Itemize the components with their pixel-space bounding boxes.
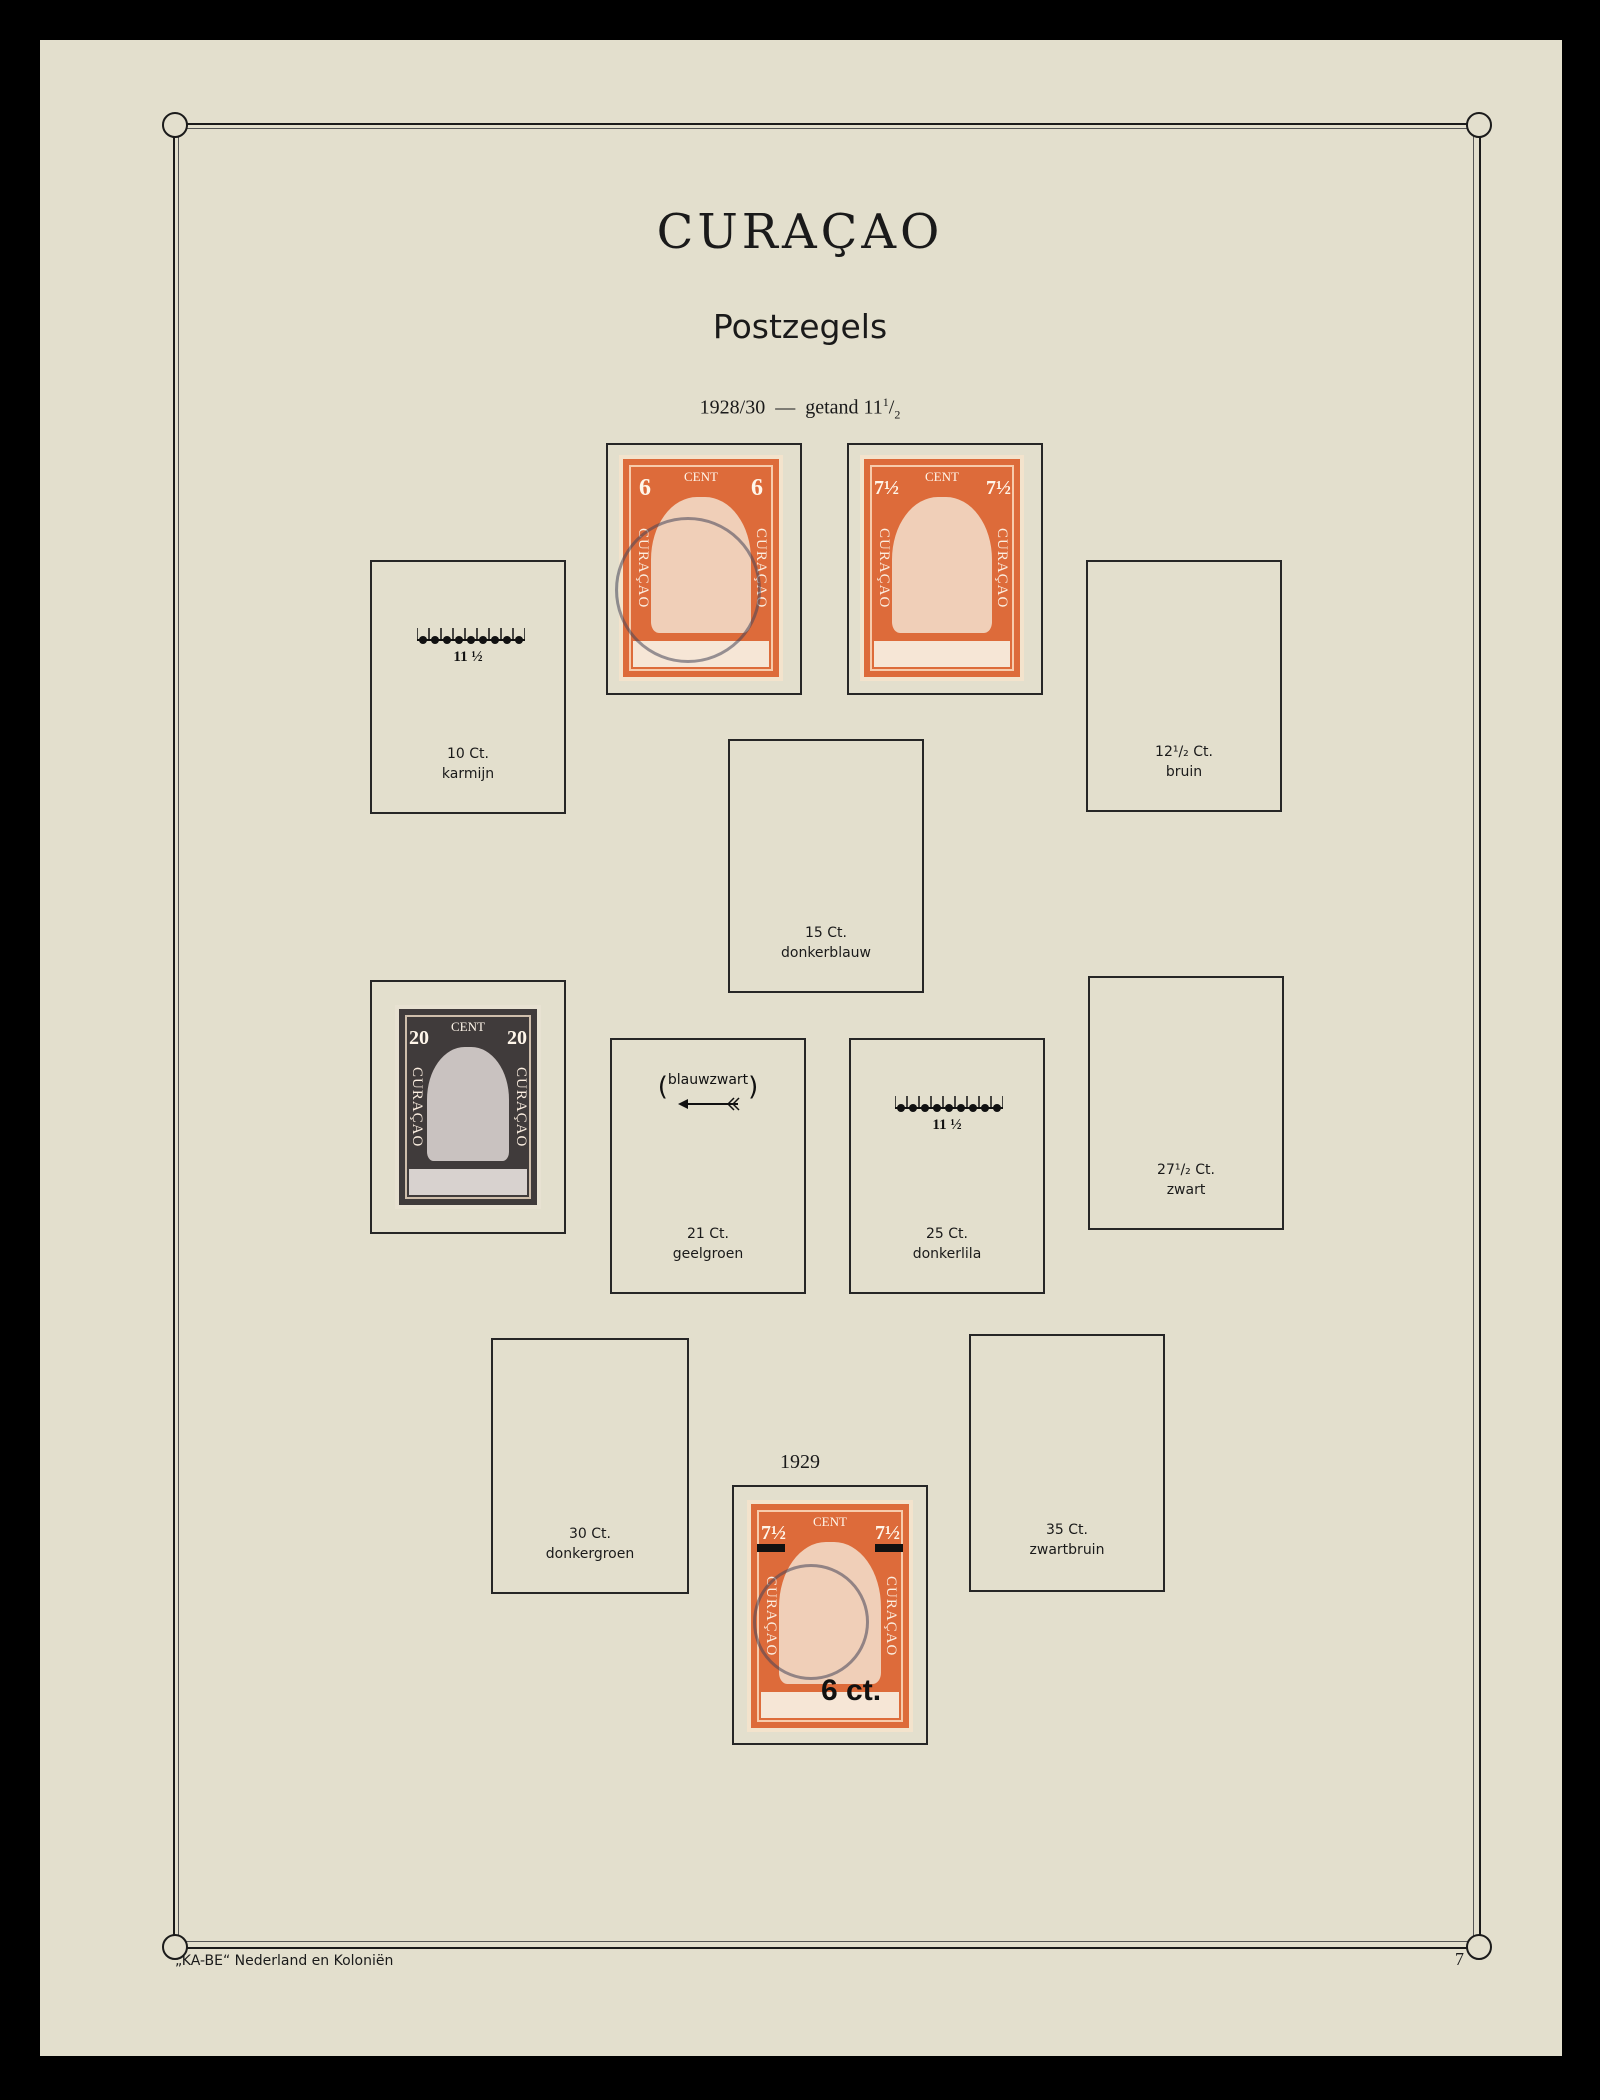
section-perf-text: getand 11 (805, 396, 883, 419)
stamp-20-cent[interactable] (395, 1005, 541, 1209)
ship-vignette (409, 1169, 527, 1195)
stamp-slot-10 (370, 560, 566, 814)
stamp-country-right: CURAÇAO (513, 1066, 529, 1148)
stamp-value-right: 20 (507, 1027, 527, 1049)
slot-value: 35 Ct. (1046, 1522, 1088, 1538)
section-heading-1929: 1929 (780, 1451, 820, 1473)
stamp-1929-overprint[interactable] (747, 1500, 913, 1732)
section-perf-sup: 1 (882, 395, 889, 409)
overprint-value: 6 ct. (821, 1674, 882, 1707)
perforation-label: 11 ½ (453, 649, 483, 665)
stamp-country-left: CURAÇAO (876, 527, 892, 609)
overprint-bar-right (875, 1544, 903, 1552)
perforation-gauge-icon (895, 1094, 1003, 1116)
slot-color: geelgroen (672, 1246, 744, 1262)
slot-color: karmijn (441, 766, 495, 782)
slot-color: donkerblauw (781, 945, 871, 961)
stamp-value-right: 6 (751, 475, 763, 501)
stamp-cent-text: CENT (684, 469, 718, 484)
stamp-slot-12-5 (1086, 560, 1282, 812)
stamp-value-left: 7½ (874, 477, 899, 499)
stamp-value-right: 7½ (986, 477, 1011, 499)
slot-value: 15 Ct. (805, 925, 847, 941)
section-heading-1928 (0, 395, 1600, 423)
stamp-value-right: 7½ (875, 1522, 900, 1544)
slot-value: 12¹/₂ Ct. (1155, 744, 1213, 760)
slot-value: 10 Ct. (447, 746, 489, 762)
slot-color: donkerlila (912, 1246, 982, 1262)
perforation-label: 11 ½ (932, 1117, 962, 1133)
stamp-country-right: CURAÇAO (753, 527, 769, 609)
queen-portrait (427, 1047, 509, 1161)
stamp-country-left: CURAÇAO (763, 1575, 779, 1657)
stamp-cent-text: CENT (451, 1019, 485, 1034)
stamp-6-cent[interactable] (619, 455, 783, 681)
stamp-slot-35 (969, 1334, 1165, 1592)
page-title: CURAÇAO (656, 204, 944, 260)
stamp-slot-30 (491, 1338, 689, 1594)
queen-portrait (892, 497, 992, 633)
slot-value: 30 Ct. (569, 1526, 611, 1542)
stamp-cent-text: CENT (813, 1514, 847, 1529)
slot-value: 21 Ct. (687, 1226, 729, 1242)
postmark (753, 1564, 869, 1680)
border-corner-ornament (1466, 1934, 1492, 1960)
border-corner-ornament (162, 112, 188, 138)
stamp-slot-15 (728, 739, 924, 993)
slot-color: zwartbruin (1029, 1542, 1105, 1558)
postmark (615, 517, 761, 663)
stamp-country-right: CURAÇAO (883, 1575, 899, 1657)
stamp-country-left: CURAÇAO (409, 1066, 425, 1148)
stamp-slot-27-5 (1088, 976, 1284, 1230)
border-corner-ornament (1466, 112, 1492, 138)
color-note: (blauwzwart) (657, 1072, 759, 1102)
slot-color: zwart (1166, 1182, 1206, 1198)
page-number: 7 (1455, 1949, 1464, 1969)
stamp-7-5-cent[interactable] (860, 455, 1024, 681)
publisher-footer: „KA-BE“ Nederland en Koloniën (175, 1953, 394, 1969)
section-perf-slash: / (888, 396, 895, 419)
overprint-bar-left (757, 1544, 785, 1552)
slot-color: donkergroen (545, 1546, 635, 1562)
page-subtitle: Postzegels (712, 307, 888, 346)
section-dash: — (775, 396, 796, 419)
ship-vignette (874, 641, 1010, 667)
stamp-value-left: 6 (639, 475, 651, 501)
section-perf-sub: 2 (894, 407, 901, 422)
slot-color: bruin (1165, 764, 1203, 780)
stamp-cent-text: CENT (925, 469, 959, 484)
stamp-value-left: 7½ (761, 1522, 786, 1544)
slot-value: 25 Ct. (926, 1226, 968, 1242)
stamp-country-right: CURAÇAO (994, 527, 1010, 609)
stamp-slot-21 (610, 1038, 806, 1294)
stamp-country-left: CURAÇAO (635, 527, 651, 609)
arrow-left-icon (678, 1096, 740, 1112)
section-years: 1928/30 (699, 396, 766, 419)
stamp-slot-25 (849, 1038, 1045, 1294)
stamp-value-left: 20 (409, 1027, 429, 1049)
perforation-gauge-icon (417, 626, 525, 648)
slot-value: 27¹/₂ Ct. (1157, 1162, 1215, 1178)
